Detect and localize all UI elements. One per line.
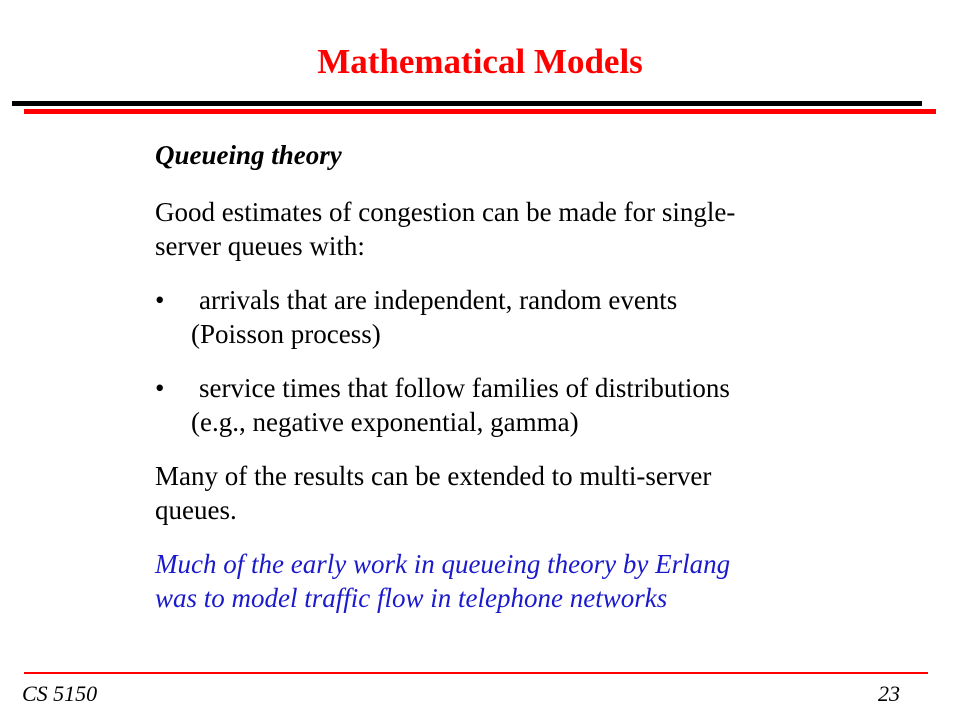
bullet-item <box>155 283 855 351</box>
bullet-dot: • <box>155 285 165 315</box>
bullet-line-2: (e.g., negative exponential, gamma) <box>191 407 579 437</box>
bullet-line-1: arrivals that are independent, random events <box>199 285 678 315</box>
intro-line-2: server queues with: <box>155 231 365 261</box>
slide-content <box>155 138 855 615</box>
extension-line-2: queues. <box>155 495 237 525</box>
section-subtitle: Queueing theory <box>155 140 342 170</box>
bullet-line-2: (Poisson process) <box>191 319 381 349</box>
extension-paragraph <box>155 459 855 527</box>
intro-line-1: Good estimates of congestion can be made for single- <box>155 197 736 227</box>
title-underline-black <box>12 101 922 106</box>
bullet-line-1: service times that follow families of distributions <box>199 373 730 403</box>
note-line-1: Much of the early work in queueing theory by Erlang <box>155 549 731 579</box>
bullet-item <box>155 371 855 439</box>
intro-paragraph <box>155 195 855 263</box>
title-underline-red <box>24 109 936 114</box>
note-line-2: was to model traffic flow in telephone networks <box>155 583 668 613</box>
page-number: 23 <box>878 681 900 706</box>
slide-title: Mathematical Models <box>317 42 643 81</box>
extension-line-1: Many of the results can be extended to multi-server <box>155 461 712 491</box>
erlang-note <box>155 547 855 615</box>
course-label: CS 5150 <box>22 681 98 706</box>
bullet-dot: • <box>155 373 165 403</box>
footer-rule <box>24 672 928 674</box>
